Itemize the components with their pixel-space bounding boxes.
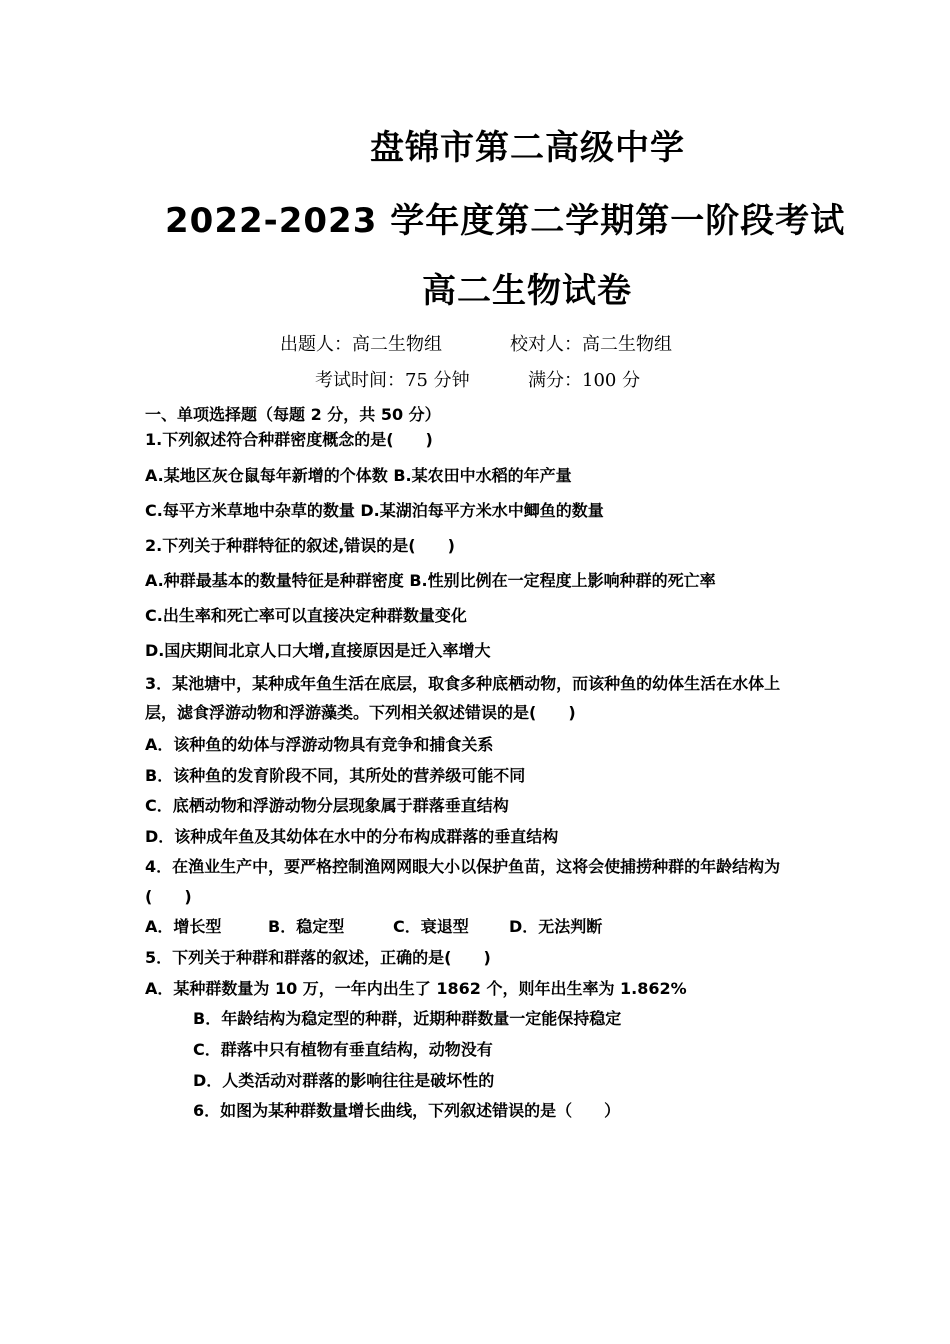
school-title: 盘锦市第二高级中学 — [370, 128, 685, 168]
section-title: 一、单项选择题（每题 2 分，共 50 分） — [145, 405, 441, 424]
q5-option-a: A．某种群数量为 10 万，一年内出生了 1862 个，则年出生率为 1.862% — [145, 979, 687, 998]
q3-option-b: B．该种鱼的发育阶段不同，其所处的营养级可能不同 — [145, 766, 526, 785]
q4-option-a: A．增长型 — [145, 917, 222, 936]
q5-option-b: B．年龄结构为稳定型的种群，近期种群数量一定能保持稳定 — [193, 1009, 622, 1028]
q1-options-ab: A.某地区灰仓鼠每年新增的个体数 B.某农田中水稻的年产量 — [145, 466, 572, 485]
q4-options — [145, 914, 602, 937]
q4-option-c: C．衰退型 — [393, 917, 469, 936]
q2-option-d: D.国庆期间北京人口大增,直接原因是迁入率增大 — [145, 641, 491, 660]
q3-option-a: A．该种鱼的幼体与浮游动物具有竞争和捕食关系 — [145, 735, 494, 754]
q5-stem: 5．下列关于种群和群落的叙述，正确的是( ) — [145, 948, 491, 967]
q4-stem-line1: 4．在渔业生产中，要严格控制渔网网眼大小以保护鱼苗，这将会使捕捞种群的年龄结构为 — [145, 857, 781, 876]
q3-stem-line1: 3．某池塘中，某种成年鱼生活在底层，取食多种底栖动物，而该种鱼的幼体生活在水体上 — [145, 674, 781, 693]
exam-title: 2022-2023 学年度第二学期第一阶段考试 — [165, 201, 846, 241]
q3-option-c: C．底栖动物和浮游动物分层现象属于群落垂直结构 — [145, 796, 509, 815]
reviewer-label: 校对人：高二生物组 — [510, 334, 672, 355]
q2-stem: 2.下列关于种群特征的叙述,错误的是( ) — [145, 536, 455, 555]
subject-title: 高二生物试卷 — [422, 271, 632, 311]
time-label: 考试时间：75 分钟 — [315, 370, 470, 391]
q2-option-c: C.出生率和死亡率可以直接决定种群数量变化 — [145, 606, 467, 625]
score-label: 满分：100 分 — [528, 370, 641, 391]
author-label: 出题人：高二生物组 — [280, 334, 442, 355]
q6-stem: 6．如图为某种群数量增长曲线，下列叙述错误的是（ ） — [193, 1101, 621, 1120]
q4-stem-line2: ( ) — [145, 887, 192, 906]
q3-stem-line2: 层，滤食浮游动物和浮游藻类。下列相关叙述错误的是( ) — [145, 703, 576, 722]
q5-option-c: C．群落中只有植物有垂直结构，动物没有 — [193, 1040, 493, 1059]
q3-option-d: D．该种成年鱼及其幼体在水中的分布构成群落的垂直结构 — [145, 827, 559, 846]
q1-stem: 1.下列叙述符合种群密度概念的是( ) — [145, 430, 433, 449]
q4-option-d: D．无法判断 — [509, 917, 603, 936]
q1-options-cd: C.每平方米草地中杂草的数量 D.某湖泊每平方米水中鲫鱼的数量 — [145, 501, 604, 520]
q5-option-d: D．人类活动对群落的影响往往是破坏性的 — [193, 1071, 495, 1090]
q2-options-ab: A.种群最基本的数量特征是种群密度 B.性别比例在一定程度上影响种群的死亡率 — [145, 571, 716, 590]
q4-option-b: B．稳定型 — [268, 917, 345, 936]
